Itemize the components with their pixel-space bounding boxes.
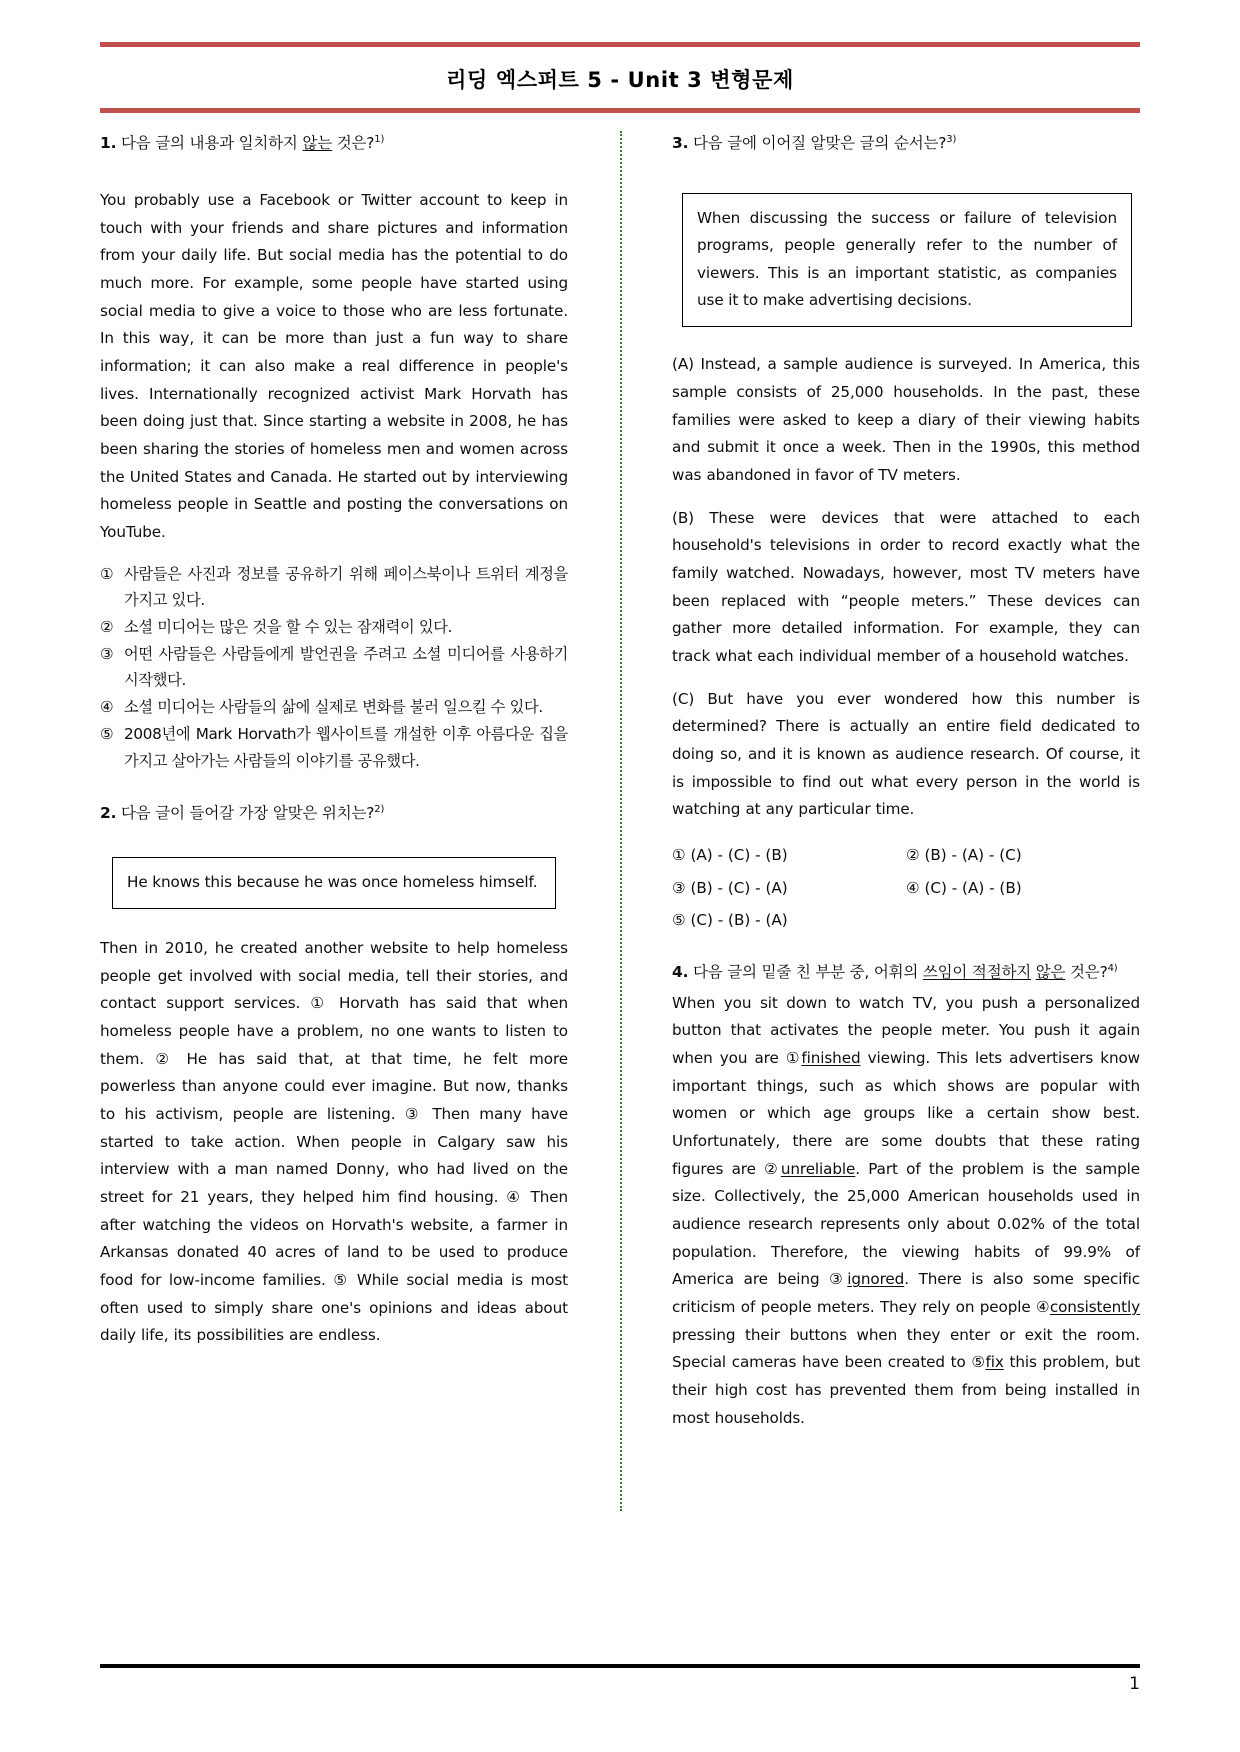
- q4-text-5: pressing their buttons when they enter or exit the room. Special cameras have been created to: [672, 1325, 1140, 1372]
- question-1-passage: You probably use a Facebook or Twitter account to keep in touch with your friends and share pictures and information from your daily life. But social media has the potential to do much more. For example, some people have started using social media to give a voice to those who are less fortunate. In this way, it can be more than just a fun way to share information; it can also make a real difference in people's lives. Internationally recognized activist Mark Horvath has been doing just that. Since starting a website in 2008, he has been sharing the stories of homeless men and women across the United States and Canada. He started out by interviewing homeless people in Seattle and posting the conversations on YouTube.: [100, 191, 568, 541]
- question-2-boxed-sentence: He knows this because he was once homeless himself.: [112, 857, 556, 909]
- choice-label: 어떤 사람들은 사람들에게 발언권을 주려고 소셜 미디어를 사용하기 시작했다.: [124, 644, 568, 690]
- q4-text-6: this problem, but their high cost has prevented them from being installed in most households.: [672, 1353, 1140, 1427]
- question-1-prompt-before: 다음 글의 내용과 일치하지: [116, 134, 303, 152]
- choice-item[interactable]: [100, 721, 568, 773]
- q4-choice-marker-1: ①: [785, 1049, 802, 1068]
- choice-marker: ②: [100, 617, 114, 636]
- question-3-footnote-marker: 3): [946, 133, 957, 145]
- spacer: [672, 934, 1140, 960]
- question-3-boxed-passage: When discussing the success or failure of television programs, people generally refer to the number of viewers. This is an important statistic, as companies use it to make advertising decisions.: [682, 193, 1132, 327]
- question-2-heading: [100, 801, 568, 825]
- order-option[interactable]: ④ (C) - (A) - (B): [906, 878, 1022, 897]
- order-option[interactable]: ③ (B) - (C) - (A): [672, 878, 788, 897]
- right-column: [672, 131, 1140, 1511]
- q4-text-4: . There is also some specific criticism of people meters. They rely on people: [672, 1270, 1140, 1316]
- q4-underlined-word-2[interactable]: unreliable: [780, 1159, 856, 1178]
- q4-underlined-word-1[interactable]: finished: [801, 1049, 861, 1068]
- header-rule-bottom: [100, 108, 1140, 113]
- spacer: [100, 775, 568, 801]
- question-4-heading: [672, 960, 1140, 984]
- question-1-prompt-underlined: 않는: [302, 134, 332, 152]
- question-3-number: 3.: [672, 134, 689, 152]
- choice-item[interactable]: [100, 561, 568, 613]
- spacer: [100, 831, 568, 849]
- left-column: [100, 131, 568, 1511]
- q4-underlined-word-4[interactable]: consistently: [1049, 1297, 1141, 1316]
- choice-item[interactable]: [100, 641, 568, 693]
- question-3-prompt: 다음 글에 이어질 알맞은 글의 순서는?: [688, 134, 947, 152]
- choice-marker: ④: [100, 698, 114, 717]
- spacer: [100, 917, 568, 935]
- q4-underlined-word-5[interactable]: fix: [985, 1353, 1004, 1372]
- question-4-number: 4.: [672, 962, 689, 981]
- spacer: [100, 161, 568, 187]
- spacer: [672, 161, 1140, 187]
- question-1-prompt-after: 것은?: [331, 134, 375, 152]
- question-1-heading: [100, 131, 568, 155]
- column-divider: [620, 131, 622, 1511]
- question-2-number: 2.: [100, 803, 117, 822]
- choice-marker: ⑤: [100, 725, 114, 744]
- choice-item[interactable]: [100, 614, 568, 640]
- two-column-layout: [100, 131, 1140, 1511]
- question-4-prompt-underlined-1: 쓰임이 적절하지: [922, 962, 1032, 981]
- q4-text-3: . Part of the problem is the sample size. Collectively, the 25,000 American households used in audience research represents only about 0.02% of the total population. Therefore, the viewing habits of 99.9% of America are being: [672, 1159, 1140, 1289]
- q4-text-1: When you sit down to watch TV, you push a personalized button that activates the people meter. You push it again when you are: [672, 993, 1140, 1068]
- q4-choice-marker-5: ⑤: [971, 1353, 986, 1372]
- question-3-options: [672, 842, 1140, 934]
- page-footer: [100, 1664, 1140, 1694]
- order-option[interactable]: ② (B) - (A) - (C): [906, 845, 1022, 864]
- choice-label: 소셜 미디어는 사람들의 삶에 실제로 변화를 불러 일으킬 수 있다.: [124, 698, 543, 717]
- question-3-paragraph-b: (B) These were devices that were attached to each household's televisions in order to record exactly what the family watched. Nowadays, however, most TV meters have been replaced with “people meters.” These devices can gather more detailed information. For example, they can track what each individual member of a household watches.: [672, 508, 1140, 666]
- page-number: 1: [1129, 1674, 1140, 1694]
- question-3-heading: [672, 131, 1140, 155]
- question-4-prompt-before: 다음 글의 밑줄 친 부분 중, 어휘의: [688, 962, 923, 981]
- q4-choice-marker-3: ③: [829, 1270, 848, 1289]
- question-4-prompt-underlined-2: 않은: [1035, 962, 1066, 981]
- column-divider-gap: [568, 131, 672, 1511]
- question-4-footnote-marker: 4): [1107, 962, 1118, 974]
- choice-marker: ③: [100, 644, 114, 663]
- question-3-paragraph-a: (A) Instead, a sample audience is surveyed. In America, this sample consists of 25,000 households. In the past, these families were asked to keep a diary of their viewing habits and submit it once a week. Then in the 1990s, this method was abandoned in favor of TV meters.: [672, 355, 1140, 485]
- question-4-prompt-after: 것은?: [1065, 962, 1108, 981]
- question-2-footnote-marker: 2): [374, 803, 385, 815]
- q4-choice-marker-2: ②: [764, 1159, 781, 1178]
- q4-underlined-word-3[interactable]: ignored: [847, 1270, 905, 1289]
- choice-label: 사람들은 사진과 정보를 공유하기 위해 페이스북이나 트위터 계정을 가지고 있다.: [124, 564, 568, 609]
- spacer: [672, 333, 1140, 351]
- question-1-footnote-marker: 1): [374, 133, 385, 145]
- question-3-paragraph-c: (C) But have you ever wondered how this number is determined? There is actually an entire field dedicated to doing so, and it is known as audience research. Of course, it is impossible to find out what every person in the world is watching at any particular time.: [672, 689, 1140, 819]
- choice-label: 소셜 미디어는 많은 것을 할 수 있는 잠재력이 있다.: [124, 617, 453, 636]
- order-option[interactable]: ① (A) - (C) - (B): [672, 845, 788, 864]
- q4-text-2: viewing. This lets advertisers know important things, such as which shows are popular with women or which age groups like a certain show best. Unfortunately, there are some doubts that these rating figures are: [672, 1049, 1140, 1178]
- question-2-prompt: 다음 글이 들어갈 가장 알맞은 위치는?: [116, 803, 375, 822]
- question-1-number: 1.: [100, 134, 117, 152]
- question-2-passage: Then in 2010, he created another website to help homeless people get involved with social media, tell their stories, and contact support services. ① Horvath has said that when homeless people have a problem, no one wants to listen to them. ② He has said that, at that time, he felt more powerless than anyone could ever imagine. But now, thanks to his activism, people are listening. ③ Then many have started to take action. When people in Calgary saw his interview with a man named Donny, who had lived on the street for 21 years, they helped him find housing. ④ Then after watching the videos on Horvath's website, a farmer in Arkansas donated 40 acres of land to be used to produce food for low-income families. ⑤ While social media is most often used to simply share one's opinions and ideas about daily life, its possibilities are endless.: [100, 939, 568, 1345]
- q4-choice-marker-4: ④: [1036, 1297, 1050, 1316]
- question-4-passage: [672, 990, 1140, 1433]
- choice-marker: ①: [100, 564, 114, 583]
- page-title: 리딩 엑스퍼트 5 - Unit 3 변형문제: [446, 68, 794, 92]
- order-option[interactable]: ⑤ (C) - (B) - (A): [672, 911, 788, 930]
- choice-item[interactable]: [100, 694, 568, 720]
- choice-label: 2008년에 Mark Horvath가 웹사이트를 개설한 이후 아름다운 집을 가지고 살아가는 사람들의 이야기를 공유했다.: [124, 725, 568, 770]
- question-1-choices: [100, 561, 568, 774]
